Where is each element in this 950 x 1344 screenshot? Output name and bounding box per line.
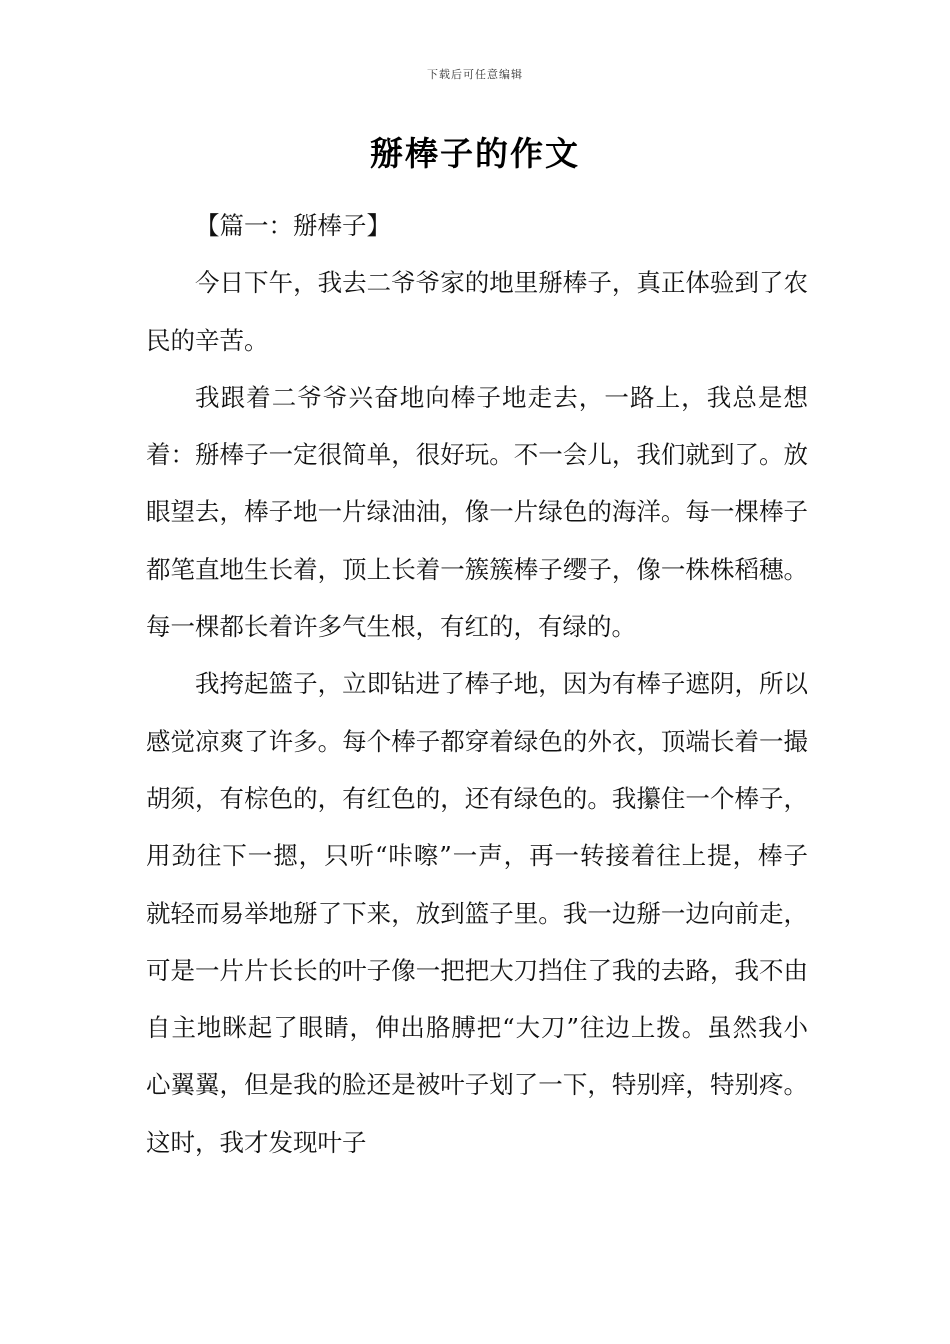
section-heading: 【篇一：掰棒子】: [195, 211, 391, 240]
paragraph-3: 我挎起篮子，立即钻进了棒子地，因为有棒子遮阴，所以感觉凉爽了许多。每个棒子都穿着绿色的外衣，顶端长着一撮胡须，有棕色的，有红色的，还有绿色的。我攥住一个棒子，用劲往下一摁，只听“咔嚓”一声，再一转接着往上提，棒子就轻而易举地掰了下来，放到篮子里。我一边掰一边向前走，可是一片片长长的叶子像一把把大刀挡住了我的去路，我不由自主地眯起了眼睛，伸出胳膊把“大刀”往边上拨。虽然我小心翼翼，但是我的脸还是被叶子划了一下，特别痒，特别疼。这时，我才发现叶子: [146, 669, 808, 1157]
header-note: 下载后可任意编辑: [427, 68, 523, 81]
document-body: [146, 197, 808, 1171]
document-title: 掰棒子的作文: [370, 134, 580, 173]
paragraph-2: 我跟着二爷爷兴奋地向棒子地走去，一路上，我总是想着：掰棒子一定很简单，很好玩。不一会儿，我们就到了。放眼望去，棒子地一片绿油油，像一片绿色的海洋。每一棵棒子都笔直地生长着，顶上长着一簇簇棒子缨子，像一株株稻穗。每一棵都长着许多气生根，有红的，有绿的。: [146, 382, 808, 642]
paragraph-1: 今日下午，我去二爷爷家的地里掰棒子，真正体验到了农民的辛苦。: [146, 268, 808, 355]
